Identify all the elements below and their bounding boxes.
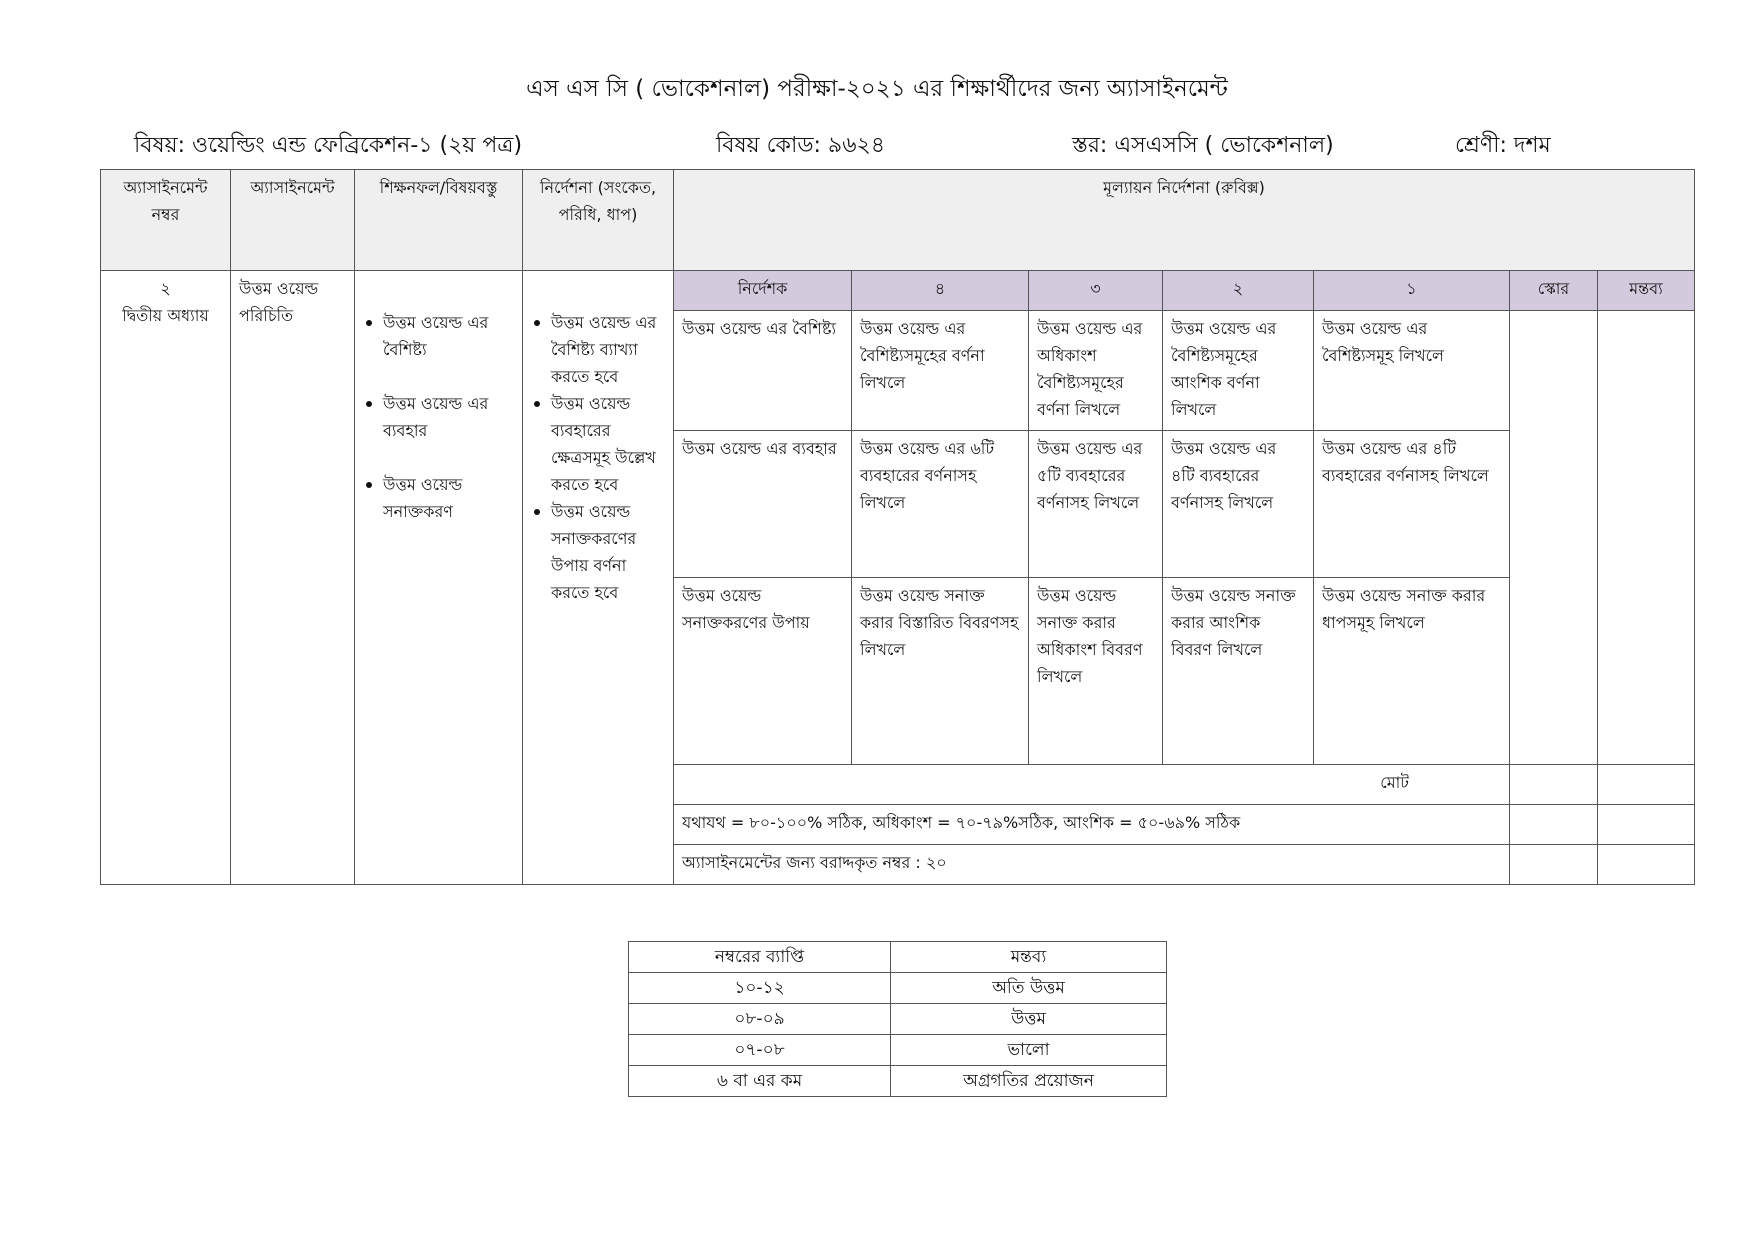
score-remark: অগ্রগতির প্রয়োজন: [891, 1066, 1167, 1097]
total-label: মোট: [674, 765, 1510, 805]
criteria-note: যথাযথ = ৮০-১০০% সঠিক, অধিকাংশ = ৭০-৭৯%সঠিক, আংশিক = ৫০-৬৯% সঠিক: [674, 805, 1510, 845]
header-assignment: অ্যাসাইনমেন্ট: [231, 170, 355, 271]
level-label: স্তর: এসএসসি ( ভোকেশনাল): [1072, 133, 1334, 158]
chapter-label: দ্বিতীয় অধ্যায়: [122, 306, 209, 325]
rubric-indicator: উত্তম ওয়েল্ড এর বৈশিষ্ট্য: [674, 311, 852, 431]
score-table-row: [629, 1035, 1167, 1066]
score-range-header: নম্বরের ব্যাপ্তি: [629, 942, 891, 973]
outcomes-list: [363, 309, 514, 525]
marks-note: অ্যাসাইনমেন্টের জন্য বরাদ্দকৃত নম্বর : ২০: [674, 845, 1510, 885]
page-title: এস এস সি ( ভোকেশনাল) পরীক্ষা-২০২১ এর শিক্ষার্থীদের জন্য অ্যাসাইনমেন্ট: [526, 76, 1228, 102]
rubric-score-2: উত্তম ওয়েল্ড এর ৪টি ব্যবহারের বর্ণনাসহ লিখলে: [1163, 431, 1314, 578]
rubric-score-3: উত্তম ওয়েল্ড সনাক্ত করার অধিকাংশ বিবরণ লিখলে: [1029, 578, 1163, 765]
rubric-indicator: উত্তম ওয়েল্ড সনাক্তকরণের উপায়: [674, 578, 852, 765]
rubric-score-1: উত্তম ওয়েল্ড সনাক্ত করার ধাপসমূহ লিখলে: [1314, 578, 1510, 765]
header-rubric: মূল্যায়ন নির্দেশনা (রুবিক্স): [674, 170, 1695, 271]
score-range: ৬ বা এর কম: [629, 1066, 891, 1097]
assignment-title: উত্তম ওয়েল্ড পরিচিতি: [231, 271, 355, 885]
outcome-item: উত্তম ওয়েল্ড সনাক্তকরণ: [363, 471, 514, 525]
subject-code-label: বিষয় কোড: ৯৬২৪: [716, 133, 886, 158]
criteria-remark-cell: [1598, 805, 1695, 845]
assignment-number: ২: [160, 279, 171, 298]
header-instructions: নির্দেশনা (সংকেত, পরিধি, ধাপ): [523, 170, 674, 271]
score-cell: [1510, 311, 1598, 765]
total-score-cell: [1510, 765, 1598, 805]
total-remark-cell: [1598, 765, 1695, 805]
marks-score-cell: [1510, 845, 1598, 885]
score-remark: ভালো: [891, 1035, 1167, 1066]
score-remark: অতি উত্তম: [891, 973, 1167, 1004]
instruction-item: উত্তম ওয়েল্ড সনাক্তকরণের উপায় বর্ণনা করতে হবে: [531, 498, 665, 606]
criteria-score-cell: [1510, 805, 1598, 845]
rubric-header-4: ৪: [852, 271, 1029, 311]
score-range: ০৭-০৮: [629, 1035, 891, 1066]
rubric-score-4: উত্তম ওয়েল্ড এর বৈশিষ্ট্যসমূহের বর্ণনা লিখলে: [852, 311, 1029, 431]
rubric-score-4: উত্তম ওয়েল্ড এর ৬টি ব্যবহারের বর্ণনাসহ লিখলে: [852, 431, 1029, 578]
rubric-header-remark: মন্তব্য: [1598, 271, 1695, 311]
score-range: ১০-১২: [629, 973, 891, 1004]
score-table-header: [629, 942, 1167, 973]
rubric-header-2: ২: [1163, 271, 1314, 311]
rubric-header-row: [101, 271, 1695, 311]
rubric-header-score: স্কোর: [1510, 271, 1598, 311]
score-remark-header: মন্তব্য: [891, 942, 1167, 973]
instruction-item: উত্তম ওয়েল্ড এর বৈশিষ্ট্য ব্যাখ্যা করতে হবে: [531, 309, 665, 390]
rubric-score-2: উত্তম ওয়েল্ড সনাক্ত করার আংশিক বিবরণ লিখলে: [1163, 578, 1314, 765]
assignment-number-cell: [101, 271, 231, 885]
header-row: [101, 170, 1695, 271]
assignment-table: [100, 169, 1695, 885]
class-label: শ্রেণী: দশম: [1455, 133, 1551, 158]
score-range-table: [628, 941, 1167, 1097]
marks-remark-cell: [1598, 845, 1695, 885]
instruction-item: উত্তম ওয়েল্ড ব্যবহারের ক্ষেত্রসমূহ উল্লেখ করতে হবে: [531, 390, 665, 498]
rubric-score-2: উত্তম ওয়েল্ড এর বৈশিষ্ট্যসমূহের আংশিক বর্ণনা লিখলে: [1163, 311, 1314, 431]
rubric-score-1: উত্তম ওয়েল্ড এর বৈশিষ্ট্যসমূহ লিখলে: [1314, 311, 1510, 431]
remark-cell: [1598, 311, 1695, 765]
rubric-score-4: উত্তম ওয়েল্ড সনাক্ত করার বিস্তারিত বিবরণসহ লিখলে: [852, 578, 1029, 765]
rubric-indicator: উত্তম ওয়েল্ড এর ব্যবহার: [674, 431, 852, 578]
rubric-header-3: ৩: [1029, 271, 1163, 311]
instructions-cell: [523, 271, 674, 885]
outcome-item: উত্তম ওয়েল্ড এর বৈশিষ্ট্য: [363, 309, 514, 363]
instructions-list: [531, 309, 665, 606]
score-table-row: [629, 1004, 1167, 1035]
rubric-score-3: উত্তম ওয়েল্ড এর অধিকাংশ বৈশিষ্ট্যসমূহের বর্ণনা লিখলে: [1029, 311, 1163, 431]
score-table-row: [629, 1066, 1167, 1097]
rubric-score-1: উত্তম ওয়েল্ড এর ৪টি ব্যবহারের বর্ণনাসহ লিখলে: [1314, 431, 1510, 578]
header-outcomes: শিক্ষনফল/বিষয়বস্তু: [355, 170, 523, 271]
rubric-header-indicator: নির্দেশক: [674, 271, 852, 311]
subject-label: বিষয়: ওয়েল্ডিং এন্ড ফেব্রিকেশন-১ (২য় পত্র): [134, 133, 523, 158]
score-range: ০৮-০৯: [629, 1004, 891, 1035]
rubric-header-1: ১: [1314, 271, 1510, 311]
score-remark: উত্তম: [891, 1004, 1167, 1035]
rubric-score-3: উত্তম ওয়েল্ড এর ৫টি ব্যবহারের বর্ণনাসহ লিখলে: [1029, 431, 1163, 578]
outcomes-cell: [355, 271, 523, 885]
outcome-item: উত্তম ওয়েল্ড এর ব্যবহার: [363, 390, 514, 444]
score-table-row: [629, 973, 1167, 1004]
header-assignment-no: অ্যাসাইনমেন্ট নম্বর: [101, 170, 231, 271]
